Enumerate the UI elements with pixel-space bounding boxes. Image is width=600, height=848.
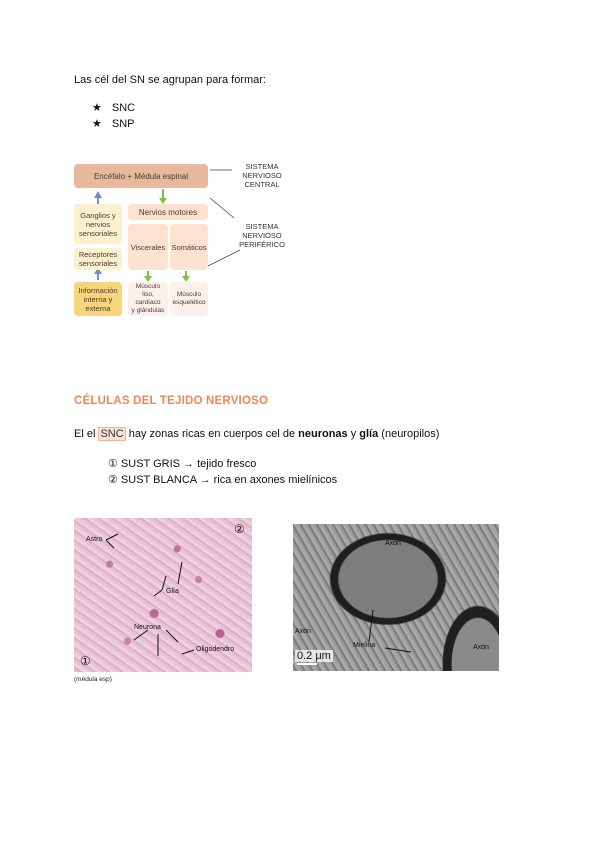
- badge-two: ②: [234, 522, 245, 536]
- snc-label: SISTEMA NERVIOSO CENTRAL: [242, 162, 282, 189]
- visceral-box: Viscerales: [128, 224, 168, 270]
- figure-caption: (médula esp): [74, 676, 112, 683]
- section-heading: CÉLULAS DEL TEJIDO NERVIOSO: [74, 395, 269, 407]
- smooth-muscle-box: Músculo liso, cardíaco y glándulas: [128, 282, 168, 316]
- line-mid: hay zonas ricas en cuerpos cel de: [125, 428, 299, 440]
- motor-nerves-box: Nervios motores: [128, 204, 208, 220]
- myelin-pointers: [293, 524, 499, 671]
- myelin-label: Mielina: [353, 642, 376, 649]
- somatic-box: Somáticos: [170, 224, 208, 270]
- snc-highlight: SNC: [100, 428, 124, 440]
- skeletal-muscle-box: Músculo esquelético: [170, 282, 208, 316]
- information-box: Información interna y externa: [74, 282, 122, 316]
- list-item-gray-matter: ① SUST GRIS → tejido fresco: [108, 458, 257, 470]
- neurona-label: Neurona: [134, 624, 161, 631]
- bold-glia: glía: [359, 428, 379, 440]
- axon-label: Axón: [385, 540, 401, 547]
- bold-neuronas: neuronas: [298, 428, 348, 440]
- line-suffix: (neuropilos): [378, 428, 440, 440]
- bullet-snc: [92, 101, 135, 115]
- astro-label: Astro: [86, 536, 103, 543]
- list-item-white-matter: ② SUST BLANCA → rica en axones mielínicos: [108, 474, 338, 486]
- snp-label: SISTEMA NERVIOSO PERIFÉRICO: [239, 222, 285, 249]
- bullet-snp: [92, 117, 135, 131]
- gray-matter-micrograph: [74, 518, 252, 672]
- axon-label: Axón: [473, 644, 489, 651]
- oligodendro-label: Oligodendro: [196, 646, 235, 653]
- top-box: Encéfalo + Médula espinal: [74, 164, 208, 188]
- bullet-label: SNC: [111, 102, 136, 114]
- section-line: [74, 427, 439, 441]
- nervous-system-diagram: [74, 158, 290, 320]
- star-icon: ★: [92, 102, 102, 114]
- line-prefix: El el: [74, 428, 99, 440]
- sensory-nerves-box: Ganglios y nervios sensoriales: [74, 204, 122, 244]
- star-icon: ★: [92, 118, 102, 130]
- badge-one: ①: [80, 654, 91, 668]
- scale-bar-label: 0.2 μm: [297, 650, 331, 662]
- line-and: y: [347, 428, 360, 440]
- intro-text: Las cél del SN se agrupan para formar:: [74, 74, 266, 86]
- white-matter-micrograph: [293, 524, 499, 671]
- receptors-box: Receptores sensoriales: [74, 248, 122, 270]
- glia-label: Glía: [166, 588, 179, 595]
- axon-label: Axón: [295, 628, 311, 635]
- bullet-label: SNP: [111, 118, 135, 130]
